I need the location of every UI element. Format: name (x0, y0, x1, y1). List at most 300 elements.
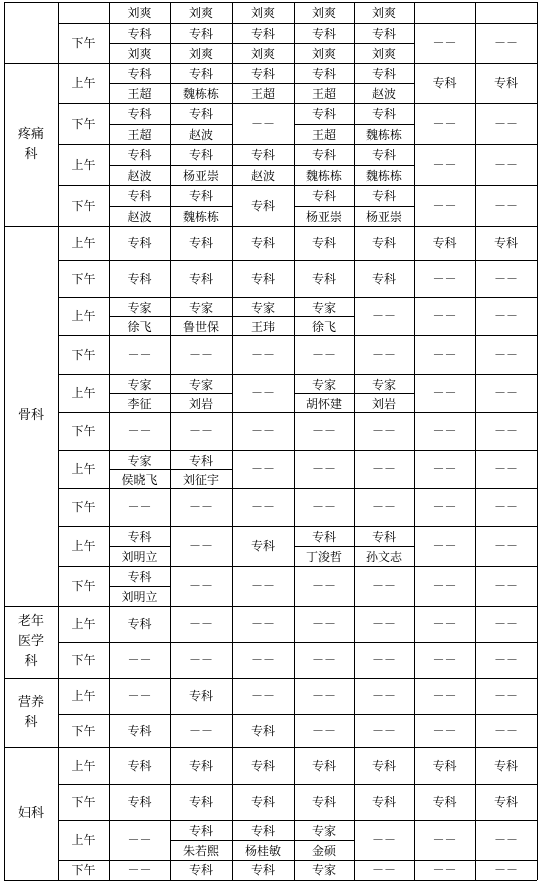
cell-type: 专科 (188, 189, 214, 204)
empty-slot: －－ (311, 617, 337, 631)
empty-slot: －－ (250, 500, 276, 514)
column-line (475, 2, 476, 880)
cell-type: 专科 (432, 795, 457, 809)
section-line (4, 747, 537, 748)
period-label: 上午 (71, 758, 96, 773)
empty-slot: －－ (432, 617, 457, 631)
cell-split-line (294, 124, 354, 125)
cell-type: 专家 (311, 863, 337, 877)
doctor-name: 刘岩 (188, 396, 214, 411)
cell-type: 专科 (493, 236, 519, 250)
cell-split-line (294, 165, 354, 166)
period-label: 上午 (71, 236, 96, 250)
cell-type: 专家 (371, 377, 397, 392)
doctor-name: 王超 (311, 127, 337, 142)
doctor-name: 侯晓飞 (121, 472, 158, 487)
empty-slot: －－ (311, 579, 337, 593)
cell-split-line (109, 586, 170, 587)
doctor-name: 刘爽 (250, 47, 276, 61)
cell-type: 专家 (127, 300, 152, 315)
doctor-name: 魏栋栋 (305, 168, 343, 183)
doctor-name: 赵波 (250, 168, 276, 183)
empty-slot: －－ (250, 579, 276, 593)
row-line (58, 488, 537, 489)
period-label: 下午 (71, 500, 96, 514)
doctor-name: 王超 (127, 87, 152, 101)
period-label: 下午 (71, 116, 96, 131)
cell-split-line (109, 43, 170, 44)
empty-slot: －－ (250, 462, 276, 476)
cell-type: 专科 (250, 198, 276, 213)
department-label: 老年医学科 (17, 614, 44, 669)
cell-type: 专科 (127, 617, 152, 631)
cell-type: 专科 (127, 107, 152, 122)
section-line (4, 226, 537, 227)
empty-slot: －－ (127, 863, 152, 877)
empty-slot: －－ (493, 116, 519, 131)
cell-split-line (109, 469, 170, 470)
empty-slot: －－ (250, 689, 276, 703)
table-border (4, 2, 537, 3)
cell-type: 专科 (371, 271, 397, 286)
cell-type: 专科 (250, 758, 276, 773)
empty-slot: －－ (432, 116, 457, 131)
cell-type: 专科 (311, 236, 337, 250)
doctor-name: 刘征宇 (182, 472, 220, 487)
cell-split-line (294, 840, 354, 841)
cell-type: 专科 (371, 27, 397, 41)
row-line (58, 144, 537, 145)
row-line (58, 374, 537, 375)
empty-slot: －－ (250, 653, 276, 667)
cell-type: 专科 (127, 236, 152, 250)
cell-type: 专科 (250, 27, 276, 41)
column-line (414, 2, 415, 880)
cell-type: 专科 (188, 863, 214, 877)
cell-type: 专科 (250, 236, 276, 250)
cell-type: 专科 (371, 148, 397, 163)
column-line (109, 2, 110, 880)
empty-slot: －－ (493, 653, 519, 667)
cell-type: 专科 (311, 107, 337, 122)
empty-slot: －－ (493, 347, 519, 362)
cell-type: 刘爽 (127, 5, 152, 20)
doctor-name: 丁浚哲 (305, 550, 343, 564)
cell-split-line (232, 83, 294, 84)
doctor-name: 胡怀建 (305, 396, 343, 411)
period-label: 下午 (71, 198, 96, 213)
cell-type: 专科 (127, 271, 152, 286)
cell-type: 专科 (127, 148, 152, 163)
empty-slot: －－ (188, 424, 214, 438)
row-line (58, 260, 537, 261)
cell-type: 专科 (127, 189, 152, 204)
cell-type: 专科 (311, 795, 337, 809)
empty-slot: －－ (371, 309, 397, 323)
empty-slot: －－ (432, 539, 457, 553)
period-label: 下午 (71, 863, 96, 877)
cell-type: 专科 (371, 107, 397, 122)
cell-type: 专科 (127, 723, 152, 738)
empty-slot: －－ (188, 347, 214, 362)
doctor-name: 刘爽 (371, 47, 397, 61)
empty-slot: －－ (371, 723, 397, 738)
empty-slot: －－ (432, 500, 457, 514)
department-label: 疼痛科 (17, 126, 44, 162)
row-line (58, 526, 537, 527)
period-label: 上午 (71, 386, 96, 400)
empty-slot: －－ (493, 617, 519, 631)
cell-type: 专家 (311, 824, 337, 838)
column-line (232, 2, 233, 880)
doctor-name: 李征 (127, 396, 152, 411)
column-line (354, 2, 355, 880)
cell-split-line (354, 165, 414, 166)
doctor-name: 刘爽 (127, 47, 152, 61)
cell-type: 专科 (311, 189, 337, 204)
empty-slot: －－ (371, 347, 397, 362)
empty-slot: －－ (311, 462, 337, 476)
doctor-name: 王超 (250, 87, 276, 101)
empty-slot: －－ (371, 863, 397, 877)
cell-split-line (170, 393, 232, 394)
empty-slot: －－ (311, 653, 337, 667)
doctor-name: 王超 (127, 127, 152, 142)
empty-slot: －－ (432, 689, 457, 703)
doctor-name: 王玮 (250, 319, 276, 334)
cell-type: 专科 (127, 530, 152, 544)
empty-slot: －－ (493, 863, 519, 877)
doctor-name: 魏栋栋 (365, 127, 403, 142)
doctor-name: 刘爽 (311, 47, 337, 61)
cell-type: 专家 (311, 300, 337, 315)
empty-slot: －－ (432, 424, 457, 438)
empty-slot: －－ (250, 347, 276, 362)
empty-slot: －－ (250, 386, 276, 400)
cell-type: 专科 (432, 76, 457, 90)
doctor-name: 赵波 (371, 87, 397, 101)
cell-split-line (109, 393, 170, 394)
empty-slot: －－ (493, 689, 519, 703)
cell-split-line (294, 393, 354, 394)
cell-type: 专科 (250, 723, 276, 738)
empty-slot: －－ (188, 617, 214, 631)
empty-slot: －－ (371, 462, 397, 476)
department-label: 营养科 (17, 694, 44, 730)
empty-slot: －－ (432, 198, 457, 213)
row-line (58, 335, 537, 336)
row-line (58, 185, 537, 186)
empty-slot: －－ (127, 653, 152, 667)
cell-type: 专科 (432, 236, 457, 250)
cell-split-line (170, 43, 232, 44)
period-label: 下午 (71, 36, 96, 50)
empty-slot: －－ (127, 347, 152, 362)
empty-slot: －－ (188, 579, 214, 593)
empty-slot: －－ (493, 424, 519, 438)
period-label: 上午 (71, 309, 96, 323)
cell-split-line (294, 206, 354, 207)
cell-type: 专科 (127, 795, 152, 809)
row-line (58, 566, 537, 567)
doctor-name: 鲁世保 (182, 319, 220, 334)
cell-type: 专科 (311, 27, 337, 41)
cell-split-line (170, 840, 232, 841)
doctor-name: 刘明立 (121, 590, 158, 604)
empty-slot: －－ (432, 833, 457, 847)
empty-slot: －－ (311, 689, 337, 703)
cell-type: 专家 (250, 300, 276, 315)
cell-type: 专科 (188, 453, 214, 468)
empty-slot: －－ (432, 723, 457, 738)
empty-slot: －－ (311, 424, 337, 438)
cell-type: 专科 (311, 67, 337, 81)
empty-slot: －－ (432, 863, 457, 877)
empty-slot: －－ (432, 347, 457, 362)
empty-slot: －－ (127, 500, 152, 514)
period-label: 上午 (71, 689, 96, 703)
cell-split-line (354, 83, 414, 84)
doctor-name: 杨亚崇 (365, 209, 403, 224)
cell-type: 专科 (250, 539, 276, 553)
period-label: 上午 (71, 617, 96, 631)
period-label: 下午 (71, 723, 96, 738)
row-line (58, 860, 537, 861)
empty-slot: －－ (432, 653, 457, 667)
empty-slot: －－ (493, 723, 519, 738)
cell-split-line (294, 316, 354, 317)
cell-type: 专科 (250, 795, 276, 809)
doctor-name: 刘爽 (188, 47, 214, 61)
cell-type: 专科 (127, 758, 152, 773)
empty-slot: －－ (432, 462, 457, 476)
empty-slot: －－ (432, 271, 457, 286)
cell-type: 刘爽 (311, 5, 337, 20)
cell-split-line (109, 165, 170, 166)
period-label: 上午 (71, 76, 96, 90)
cell-split-line (170, 124, 232, 125)
cell-type: 专科 (188, 27, 214, 41)
empty-slot: －－ (127, 833, 152, 847)
doctor-name: 徐飞 (311, 319, 337, 334)
row-line (58, 820, 537, 821)
cell-split-line (109, 206, 170, 207)
cell-split-line (354, 43, 414, 44)
row-line (58, 23, 537, 24)
column-line (58, 2, 59, 880)
empty-slot: －－ (127, 424, 152, 438)
doctor-name: 朱若熙 (182, 844, 220, 858)
cell-type: 刘爽 (188, 5, 214, 20)
empty-slot: －－ (432, 386, 457, 400)
column-line (4, 2, 5, 880)
doctor-name: 杨亚崇 (305, 209, 343, 224)
cell-split-line (109, 124, 170, 125)
doctor-name: 刘明立 (121, 550, 158, 564)
cell-split-line (294, 546, 354, 547)
doctor-name: 徐飞 (127, 319, 152, 334)
cell-split-line (354, 124, 414, 125)
table-border (4, 880, 537, 881)
empty-slot: －－ (493, 271, 519, 286)
cell-type: 专科 (127, 27, 152, 41)
empty-slot: －－ (371, 653, 397, 667)
cell-split-line (170, 206, 232, 207)
cell-type: 专科 (371, 67, 397, 81)
cell-type: 专科 (311, 271, 337, 286)
cell-type: 专家 (188, 377, 214, 392)
cell-type: 专科 (250, 67, 276, 81)
empty-slot: －－ (371, 689, 397, 703)
period-label: 上午 (71, 157, 96, 172)
empty-slot: －－ (432, 157, 457, 172)
cell-split-line (354, 546, 414, 547)
row-line (58, 412, 537, 413)
doctor-name: 魏栋栋 (182, 209, 220, 224)
doctor-name: 赵波 (127, 209, 152, 224)
empty-slot: －－ (493, 36, 519, 50)
empty-slot: －－ (493, 539, 519, 553)
empty-slot: －－ (493, 579, 519, 593)
cell-type: 专科 (371, 758, 397, 773)
doctor-name: 魏栋栋 (365, 168, 403, 183)
cell-type: 专家 (127, 453, 152, 468)
section-line (4, 63, 537, 64)
row-line (58, 297, 537, 298)
cell-split-line (109, 83, 170, 84)
cell-split-line (232, 165, 294, 166)
cell-type: 专科 (432, 758, 457, 773)
cell-type: 专科 (493, 76, 519, 90)
cell-type: 专科 (371, 530, 397, 544)
cell-split-line (232, 43, 294, 44)
cell-type: 专科 (188, 67, 214, 81)
empty-slot: －－ (371, 579, 397, 593)
cell-type: 专科 (250, 824, 276, 838)
period-label: 下午 (71, 424, 96, 438)
cell-type: 专科 (371, 189, 397, 204)
department-label: 妇科 (17, 805, 44, 821)
cell-type: 专科 (250, 863, 276, 877)
column-line (170, 2, 171, 880)
cell-type: 专科 (188, 689, 214, 703)
period-label: 上午 (71, 833, 96, 847)
cell-type: 专科 (311, 530, 337, 544)
row-line (58, 642, 537, 643)
empty-slot: －－ (493, 500, 519, 514)
cell-type: 专科 (250, 271, 276, 286)
cell-type: 专家 (311, 377, 337, 392)
doctor-name: 魏栋栋 (182, 87, 220, 101)
doctor-name: 金硕 (311, 844, 337, 858)
cell-split-line (294, 83, 354, 84)
empty-slot: －－ (188, 653, 214, 667)
cell-type: 刘爽 (371, 5, 397, 20)
period-label: 下午 (71, 795, 96, 809)
period-label: 下午 (71, 347, 96, 362)
empty-slot: －－ (311, 723, 337, 738)
empty-slot: －－ (493, 157, 519, 172)
cell-split-line (109, 546, 170, 547)
doctor-name: 杨桂敏 (244, 844, 282, 858)
cell-type: 专科 (188, 107, 214, 122)
empty-slot: －－ (371, 500, 397, 514)
empty-slot: －－ (250, 617, 276, 631)
cell-split-line (170, 83, 232, 84)
cell-type: 专科 (127, 570, 152, 584)
cell-type: 专家 (188, 300, 214, 315)
cell-split-line (354, 206, 414, 207)
cell-type: 专科 (188, 824, 214, 838)
section-line (4, 606, 537, 607)
empty-slot: －－ (493, 386, 519, 400)
cell-type: 专科 (188, 148, 214, 163)
period-label: 下午 (71, 271, 96, 286)
cell-split-line (232, 316, 294, 317)
cell-split-line (294, 43, 354, 44)
empty-slot: －－ (493, 462, 519, 476)
cell-split-line (109, 316, 170, 317)
doctor-name: 王超 (311, 87, 337, 101)
cell-type: 专科 (188, 271, 214, 286)
row-line (58, 103, 537, 104)
empty-slot: －－ (188, 539, 214, 553)
cell-type: 专科 (188, 758, 214, 773)
cell-type: 专科 (188, 236, 214, 250)
empty-slot: －－ (250, 424, 276, 438)
doctor-name: 赵波 (188, 127, 214, 142)
period-label: 下午 (71, 579, 96, 593)
section-line (4, 678, 537, 679)
doctor-name: 刘岩 (371, 396, 397, 411)
period-label: 上午 (71, 539, 96, 553)
empty-slot: －－ (311, 347, 337, 362)
row-line (58, 450, 537, 451)
empty-slot: －－ (493, 309, 519, 323)
cell-type: 专家 (127, 377, 152, 392)
doctor-name: 孙文志 (365, 550, 403, 564)
cell-type: 专科 (371, 236, 397, 250)
cell-split-line (170, 316, 232, 317)
empty-slot: －－ (371, 833, 397, 847)
cell-type: 专科 (371, 795, 397, 809)
department-label: 骨科 (17, 408, 44, 423)
empty-slot: －－ (432, 36, 457, 50)
doctor-name: 杨亚崇 (182, 168, 220, 183)
column-line (537, 2, 538, 880)
cell-type: 专科 (127, 67, 152, 81)
cell-split-line (232, 840, 294, 841)
empty-slot: －－ (493, 198, 519, 213)
empty-slot: －－ (371, 617, 397, 631)
empty-slot: －－ (493, 833, 519, 847)
period-label: 上午 (71, 462, 96, 476)
empty-slot: －－ (371, 424, 397, 438)
cell-split-line (170, 165, 232, 166)
row-line (58, 784, 537, 785)
empty-slot: －－ (432, 309, 457, 323)
doctor-name: 赵波 (127, 168, 152, 183)
cell-type: 专科 (311, 758, 337, 773)
cell-type: 刘爽 (250, 5, 276, 20)
cell-type: 专科 (493, 758, 519, 773)
cell-type: 专科 (493, 795, 519, 809)
empty-slot: －－ (188, 723, 214, 738)
empty-slot: －－ (250, 116, 276, 131)
period-label: 下午 (71, 653, 96, 667)
cell-split-line (354, 393, 414, 394)
cell-type: 专科 (250, 148, 276, 163)
